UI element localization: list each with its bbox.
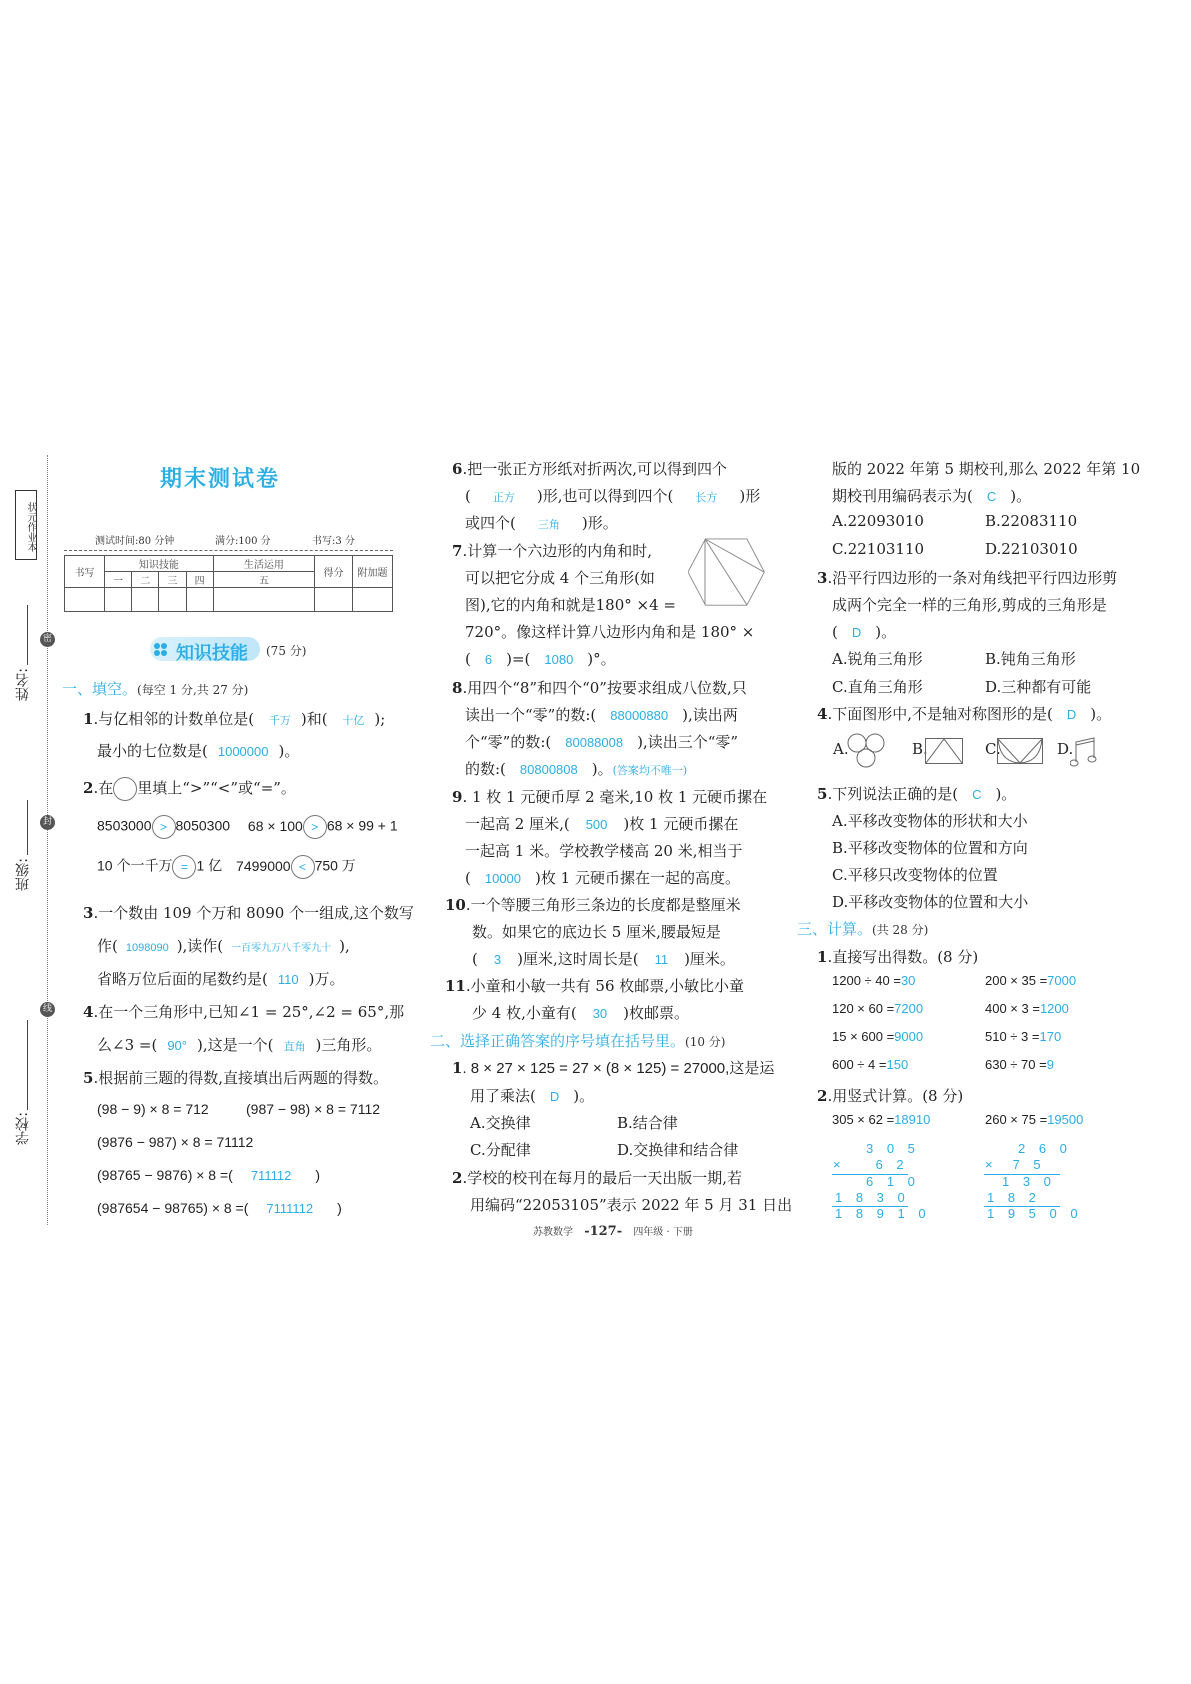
p2q4-option-c-label[interactable]: C. bbox=[985, 740, 1001, 758]
text: ),读出两 bbox=[682, 706, 738, 724]
answer: 1080 bbox=[544, 652, 574, 667]
q9-line4 bbox=[465, 867, 740, 888]
answer: 170 bbox=[1039, 1029, 1062, 1044]
score-cell[interactable] bbox=[353, 588, 393, 612]
p2q4-line1 bbox=[817, 703, 1111, 724]
answer: 9000 bbox=[894, 1029, 924, 1044]
text: 么∠3 =( bbox=[97, 1036, 158, 1054]
text: )枚 1 元硬币摞在一起的高度。 bbox=[535, 869, 740, 887]
text: )。 bbox=[573, 1087, 595, 1105]
vcalc2-row2 bbox=[985, 1157, 1046, 1172]
vcalc2-row4: 1 8 2 bbox=[987, 1190, 1041, 1205]
q-number: 5 bbox=[83, 1069, 94, 1087]
q3-line2 bbox=[97, 935, 350, 956]
text: (987654 − 98765) × 8 =( bbox=[97, 1200, 249, 1216]
text: )形,也可以得到四个( bbox=[536, 487, 674, 505]
text: )=( bbox=[506, 650, 531, 668]
oral-calc-7 bbox=[832, 1057, 908, 1072]
q9-line1 bbox=[452, 786, 767, 807]
rectangle-triangle-figure bbox=[925, 738, 965, 765]
q7-line1 bbox=[452, 540, 652, 561]
answer: 7200 bbox=[894, 1001, 924, 1016]
q7-line4: 720°。像这样计算八边形内角和是 180° × bbox=[465, 623, 755, 641]
q5-eq4 bbox=[97, 1167, 320, 1183]
q-number: 2 bbox=[83, 779, 94, 797]
text: .沿平行四边形的一条对角线把平行四边形剪 bbox=[827, 569, 1118, 587]
p2q1-option-c[interactable]: C.分配律 bbox=[470, 1141, 531, 1159]
col-writing: 书写 bbox=[65, 556, 105, 588]
q1-line1 bbox=[83, 708, 385, 729]
text: )形。 bbox=[581, 514, 618, 532]
p2q3-line2: 成两个完全一样的三角形,剪成的三角形是 bbox=[832, 596, 1107, 614]
p2q4-option-a-label[interactable]: A. bbox=[833, 740, 849, 758]
binding-dotted-line bbox=[47, 455, 48, 1225]
part2-heading bbox=[430, 1030, 725, 1051]
oral-calc-8 bbox=[985, 1057, 1054, 1072]
p2q1-line1 bbox=[452, 1057, 774, 1078]
p2q2-line1 bbox=[452, 1167, 742, 1188]
answer: D bbox=[1066, 707, 1077, 722]
part1-heading bbox=[62, 678, 248, 699]
class-line bbox=[27, 800, 28, 855]
full-score: 满分:100 分 bbox=[215, 536, 271, 547]
q-number: 5 bbox=[817, 785, 828, 803]
vcalc1-row5: 1 8 9 1 0 bbox=[835, 1206, 931, 1221]
q6-line2 bbox=[465, 485, 760, 506]
p2q5-option-a[interactable]: A.平移改变物体的形状和大小 bbox=[832, 812, 1028, 830]
text: 600 ÷ 4 = bbox=[832, 1057, 887, 1072]
text: 期校刊用编码表示为( bbox=[832, 487, 973, 505]
q-number: 4 bbox=[83, 1003, 94, 1021]
text: 10 个一千万 bbox=[97, 857, 173, 874]
text: 510 ÷ 3 = bbox=[985, 1029, 1040, 1044]
compare-circle[interactable]: = bbox=[172, 855, 196, 879]
p2q2-option-b[interactable]: B.22083110 bbox=[985, 512, 1078, 530]
page-number: -127- bbox=[584, 1224, 623, 1239]
q-number: 2 bbox=[817, 1087, 828, 1105]
times-icon: × bbox=[833, 1157, 841, 1172]
q2-row1 bbox=[97, 815, 398, 839]
brand-stamp: 状元作业本 bbox=[15, 490, 37, 560]
text: )形 bbox=[739, 487, 761, 505]
q9-line3: 一起高 1 米。学校教学楼高 20 米,相当于 bbox=[465, 842, 743, 860]
answer: D bbox=[851, 625, 862, 640]
answer: 7000 bbox=[1047, 973, 1077, 988]
q5-eq3: (9876 − 987) × 8 = 71112 bbox=[97, 1134, 254, 1150]
text: .在一个三角形中,已知∠1 = 25°,∠2 = 65°,那 bbox=[93, 1003, 405, 1021]
q10-line3 bbox=[472, 948, 735, 969]
q10-line1 bbox=[445, 894, 741, 915]
text: )枚邮票。 bbox=[623, 1004, 690, 1022]
answer: 7111112 bbox=[266, 1201, 314, 1216]
section-badge-label: 知识技能 bbox=[176, 643, 248, 664]
answer-note: (答案均不唯一) bbox=[612, 764, 688, 777]
q5-line1 bbox=[83, 1067, 388, 1088]
p2q1-option-a[interactable]: A.交换律 bbox=[470, 1114, 531, 1132]
col-score: 得分 bbox=[315, 556, 353, 588]
text: 8503000 bbox=[97, 817, 152, 834]
text: .一个等腰三角形三条边的长度都是整厘米 bbox=[465, 896, 741, 914]
clover-icon bbox=[154, 643, 168, 657]
oral-calc-1 bbox=[832, 973, 915, 988]
vcalc2-row5: 1 9 5 0 0 bbox=[987, 1206, 1083, 1221]
music-note-figure bbox=[1070, 736, 1100, 768]
answer: 110 bbox=[277, 972, 299, 987]
part3-note: (共 28 分) bbox=[872, 923, 929, 937]
q-number: 1 bbox=[83, 710, 94, 728]
p3q2-label bbox=[817, 1085, 963, 1106]
text: 305 × 62 = bbox=[832, 1112, 895, 1127]
writing-score: 书写:3 分 bbox=[312, 536, 355, 547]
q7-line5 bbox=[465, 648, 616, 669]
text: 120 × 60 = bbox=[832, 1001, 895, 1016]
score-cell[interactable] bbox=[65, 588, 105, 612]
p2q2-option-c[interactable]: C.22103110 bbox=[832, 540, 925, 558]
compare-circle[interactable]: > bbox=[152, 815, 176, 839]
text: )和( bbox=[300, 710, 328, 728]
seal-feng: 封 bbox=[40, 815, 55, 830]
answer: 80800808 bbox=[519, 762, 578, 777]
answer: 10000 bbox=[484, 871, 522, 886]
text: 15 × 600 = bbox=[832, 1029, 895, 1044]
footer-grade: 四年级 · 下册 bbox=[633, 1227, 693, 1238]
answer: 30 bbox=[900, 973, 916, 988]
col-extra: 附加题 bbox=[353, 556, 393, 588]
text: )万。 bbox=[308, 970, 345, 988]
answer: 千万 bbox=[268, 714, 291, 727]
text: 200 × 35 = bbox=[985, 973, 1048, 988]
answer: 150 bbox=[886, 1057, 909, 1072]
vcalc1-row3: 6 1 0 bbox=[866, 1174, 920, 1189]
text: )。 bbox=[1090, 705, 1112, 723]
text: 一起高 2 厘米,( bbox=[465, 815, 570, 833]
q2-row2 bbox=[97, 855, 356, 879]
answer: 1200 bbox=[1039, 1001, 1069, 1016]
oral-calc-4 bbox=[985, 1001, 1069, 1016]
answer: 500 bbox=[585, 817, 608, 832]
part3-heading bbox=[797, 918, 928, 939]
q7-line3: 图),它的内角和就是180° ×4 = bbox=[465, 596, 676, 614]
text: .计算一个六边形的内角和时, bbox=[462, 542, 652, 560]
q-number: 10 bbox=[445, 896, 466, 914]
text: )三角形。 bbox=[315, 1036, 382, 1054]
answer: 长方 bbox=[695, 491, 718, 504]
p2q3-line3 bbox=[832, 621, 896, 642]
name-line bbox=[27, 605, 28, 665]
text: .用竖式计算。(8 分) bbox=[827, 1087, 964, 1105]
text: )。 bbox=[875, 623, 897, 641]
p2q4-option-d-label[interactable]: D. bbox=[1057, 740, 1074, 758]
answer: 三角 bbox=[537, 518, 560, 531]
part2-note: (10 分) bbox=[685, 1035, 726, 1049]
answer: 90° bbox=[167, 1038, 187, 1053]
answer: C bbox=[972, 787, 982, 802]
text: 400 × 3 = bbox=[985, 1001, 1040, 1016]
p2q2-line4 bbox=[832, 485, 1031, 506]
text: 1 亿 bbox=[196, 857, 223, 874]
vcalc2-row3: 1 3 0 bbox=[1002, 1174, 1056, 1189]
q4-line2 bbox=[97, 1034, 381, 1055]
text: ( bbox=[832, 623, 838, 641]
school-field-label: 学校: bbox=[15, 1112, 31, 1145]
q1-line2 bbox=[97, 740, 299, 761]
text: 7499000 bbox=[236, 857, 291, 874]
score-table bbox=[64, 555, 393, 612]
answer: D bbox=[549, 1089, 560, 1104]
answer: 711112 bbox=[250, 1168, 292, 1183]
sub-col-2: 二 bbox=[132, 572, 159, 588]
times-icon: × bbox=[985, 1157, 993, 1172]
score-cell[interactable] bbox=[105, 588, 132, 612]
part1-title: 一、填空。 bbox=[62, 680, 138, 698]
text: ),读出三个“零” bbox=[637, 733, 739, 751]
text: ), bbox=[339, 937, 350, 955]
q6-line1 bbox=[452, 458, 727, 479]
text: 用了乘法( bbox=[470, 1087, 536, 1105]
q-number: 6 bbox=[452, 460, 463, 478]
text: ) bbox=[315, 1167, 320, 1183]
q6-line3 bbox=[465, 512, 618, 533]
p2q3-option-c[interactable]: C.直角三角形 bbox=[832, 678, 923, 696]
p2q3-option-b[interactable]: B.钝角三角形 bbox=[985, 650, 1076, 668]
oral-calc-6 bbox=[985, 1029, 1061, 1044]
answer: 6 bbox=[484, 652, 493, 667]
q10-line2: 数。如果它的底边长 5 厘米,腰最短是 bbox=[472, 923, 721, 941]
group-life: 生活运用 bbox=[213, 556, 314, 572]
answer: 十亿 bbox=[342, 714, 365, 727]
answer: 18910 bbox=[894, 1112, 931, 1127]
answer: 30 bbox=[592, 1006, 608, 1021]
q-number: 1 bbox=[817, 948, 828, 966]
p2q3-line1 bbox=[817, 567, 1117, 588]
score-cell[interactable] bbox=[132, 588, 159, 612]
text: 里填上“>”“<”或“=”。 bbox=[137, 779, 296, 797]
q3-line1 bbox=[83, 902, 414, 923]
p2q2-option-d[interactable]: D.22103010 bbox=[985, 540, 1078, 558]
answer: 1098090 bbox=[125, 942, 169, 954]
text: ),读作( bbox=[176, 937, 224, 955]
seal-mi: 密 bbox=[40, 632, 55, 647]
text: )。 bbox=[1010, 487, 1032, 505]
test-time: 测试时间:80 分钟 bbox=[95, 536, 175, 547]
group-knowledge: 知识技能 bbox=[105, 556, 214, 572]
answer: 11 bbox=[654, 952, 669, 967]
text: . 1 枚 1 元硬币厚 2 毫米,10 枚 1 元硬币摞在 bbox=[462, 788, 768, 806]
text: 作( bbox=[97, 937, 118, 955]
text: 个“零”的数:( bbox=[465, 733, 552, 751]
text: )厘米,这时周长是( bbox=[517, 950, 639, 968]
q5-eq2: (987 − 98) × 8 = 7112 bbox=[246, 1101, 381, 1117]
p2q3-option-a[interactable]: A.锐角三角形 bbox=[832, 650, 923, 668]
text: ( bbox=[472, 950, 478, 968]
oral-calc-5 bbox=[832, 1029, 923, 1044]
text: )。 bbox=[591, 760, 613, 778]
p2q3-option-d[interactable]: D.三种都有可能 bbox=[985, 678, 1092, 696]
p2q2-line2: 用编码“22053105”表示 2022 年 5 月 31 日出 bbox=[470, 1196, 793, 1214]
text: 750 万 bbox=[314, 857, 356, 874]
compare-circle[interactable]: > bbox=[303, 815, 327, 839]
answer: 9 bbox=[1046, 1057, 1054, 1072]
q-number: 4 bbox=[817, 705, 828, 723]
text: )。 bbox=[278, 742, 300, 760]
text: .用四个“8”和四个“0”按要求组成八位数,只 bbox=[462, 679, 747, 697]
q5-eq1: (98 − 9) × 8 = 712 bbox=[97, 1101, 209, 1117]
q-number: 11 bbox=[445, 977, 466, 995]
q11-line1 bbox=[445, 975, 744, 996]
section-badge-points: (75 分) bbox=[266, 644, 307, 658]
text: 8050300 bbox=[175, 817, 231, 834]
q-number: 1 bbox=[452, 1059, 463, 1077]
q8-line2 bbox=[465, 704, 738, 725]
text: )厘米。 bbox=[684, 950, 735, 968]
p3q1-label bbox=[817, 946, 978, 967]
q-number: 3 bbox=[83, 904, 94, 922]
text: ( bbox=[465, 487, 471, 505]
answer: 88000880 bbox=[610, 708, 669, 723]
answer: 19500 bbox=[1047, 1112, 1084, 1127]
oral-calc-3 bbox=[832, 1001, 923, 1016]
answer: C bbox=[986, 489, 997, 504]
answer: 3 bbox=[493, 952, 502, 967]
oral-calc-2 bbox=[985, 973, 1076, 988]
q3-line3 bbox=[97, 968, 344, 989]
q2-line1 bbox=[83, 777, 296, 801]
q5-eq5 bbox=[97, 1200, 342, 1216]
text: .小童和小敏一共有 56 枚邮票,小敏比小童 bbox=[465, 977, 745, 995]
text: 的数:( bbox=[465, 760, 506, 778]
text: 7 5 bbox=[1012, 1157, 1046, 1172]
score-cell[interactable] bbox=[159, 588, 186, 612]
text: .学校的校刊在每月的最后一天出版一期,若 bbox=[462, 1169, 742, 1187]
sub-col-3: 三 bbox=[159, 572, 186, 588]
hexagon-figure bbox=[688, 538, 768, 608]
name-field-label: 姓名: bbox=[15, 668, 31, 701]
answer: 80088008 bbox=[565, 735, 624, 750]
part2-title: 二、选择正确答案的序号填在括号里。 bbox=[430, 1032, 686, 1050]
q9-line2 bbox=[465, 813, 738, 834]
q4-line1 bbox=[83, 1001, 404, 1022]
sub-col-4: 四 bbox=[186, 572, 213, 588]
page-footer bbox=[533, 1223, 693, 1239]
school-line bbox=[27, 1020, 28, 1110]
rectangle-arcs-figure bbox=[997, 738, 1045, 765]
text: 68 × 99 + 1 bbox=[326, 817, 398, 834]
text: ) bbox=[337, 1200, 342, 1216]
answer: 1000000 bbox=[217, 744, 269, 759]
text: .在 bbox=[93, 779, 114, 797]
text: 6 2 bbox=[875, 1157, 909, 1172]
text: .下面图形中,不是轴对称图形的是( bbox=[827, 705, 1053, 723]
vcalc2-row1: 2 6 0 bbox=[1018, 1141, 1072, 1156]
text: .把一张正方形纸对折两次,可以得到四个 bbox=[462, 460, 727, 478]
text: .与亿相邻的计数单位是( bbox=[93, 710, 255, 728]
q-number: 8 bbox=[452, 679, 463, 697]
p2q5-option-b[interactable]: B.平移改变物体的位置和方向 bbox=[832, 839, 1028, 857]
text: ); bbox=[374, 710, 386, 728]
score-cell[interactable] bbox=[213, 588, 314, 612]
p2q5-option-d[interactable]: D.平移改变物体的位置和大小 bbox=[832, 893, 1029, 911]
score-cell[interactable] bbox=[315, 588, 353, 612]
three-circles-figure bbox=[846, 733, 886, 769]
text: )枚 1 元硬币摞在 bbox=[623, 815, 739, 833]
text: 630 ÷ 70 = bbox=[985, 1057, 1047, 1072]
p2q1-option-d[interactable]: D.交换律和结合律 bbox=[617, 1141, 739, 1159]
text: 1200 ÷ 40 = bbox=[832, 973, 901, 988]
text: 读出一个“零”的数:( bbox=[465, 706, 597, 724]
text: 最小的七位数是( bbox=[97, 742, 208, 760]
class-field-label: 班级: bbox=[15, 858, 31, 891]
text: )。 bbox=[995, 785, 1017, 803]
p2q1-line2 bbox=[470, 1085, 594, 1106]
seal-xian: 线 bbox=[40, 1002, 55, 1017]
p2q1-option-b[interactable]: B.结合律 bbox=[617, 1114, 678, 1132]
footer-subject: 苏教数学 bbox=[533, 1227, 573, 1238]
text: .一个数由 109 个万和 8090 个一组成,这个数写 bbox=[93, 904, 414, 922]
text: ( bbox=[465, 650, 471, 668]
empty-circle bbox=[113, 777, 137, 801]
q8-line4 bbox=[465, 758, 687, 779]
q-number: 3 bbox=[817, 569, 828, 587]
text: . 8 × 27 × 125 = 27 × (8 × 125) = 27000,这是运 bbox=[462, 1060, 775, 1077]
header-divider bbox=[64, 550, 393, 551]
p2q2-option-a[interactable]: A.22093010 bbox=[832, 512, 924, 530]
p2q5-option-c[interactable]: C.平移只改变物体的位置 bbox=[832, 866, 998, 884]
part3-title: 三、计算。 bbox=[797, 920, 873, 938]
q8-line3 bbox=[465, 731, 738, 752]
page-title: 期末测试卷 bbox=[160, 466, 281, 492]
text: 省略万位后面的尾数约是( bbox=[97, 970, 268, 988]
p2q2-line3: 版的 2022 年第 5 期校刊,那么 2022 年第 10 bbox=[832, 460, 1141, 478]
q11-line2 bbox=[472, 1002, 689, 1023]
part1-note: (每空 1 分,共 27 分) bbox=[137, 683, 249, 697]
answer: 一百零九万八千零九十 bbox=[231, 943, 332, 954]
sub-col-1: 一 bbox=[105, 572, 132, 588]
column-calc-1-expr bbox=[832, 1112, 930, 1127]
text: )°。 bbox=[587, 650, 616, 668]
text: .根据前三题的得数,直接填出后两题的得数。 bbox=[93, 1069, 388, 1087]
text: .下列说法正确的是( bbox=[827, 785, 959, 803]
answer: 直角 bbox=[283, 1040, 306, 1053]
text: 或四个( bbox=[465, 514, 516, 532]
p2q4-option-b-label[interactable]: B. bbox=[912, 740, 928, 758]
vcalc1-row2 bbox=[833, 1157, 909, 1172]
q8-line1 bbox=[452, 677, 747, 698]
vcalc1-row4: 1 8 3 0 bbox=[835, 1190, 910, 1205]
text: (98765 − 9876) × 8 =( bbox=[97, 1167, 233, 1183]
p2q5-line1 bbox=[817, 783, 1016, 804]
text: 260 × 75 = bbox=[985, 1112, 1048, 1127]
text: .直接写出得数。(8 分) bbox=[827, 948, 979, 966]
answer: 正方 bbox=[492, 491, 515, 504]
text: ),这是一个( bbox=[196, 1036, 274, 1054]
q-number: 7 bbox=[452, 542, 463, 560]
compare-circle[interactable]: < bbox=[291, 855, 315, 879]
sub-col-5: 五 bbox=[213, 572, 314, 588]
text: 少 4 枚,小童有( bbox=[472, 1004, 577, 1022]
text: 68 × 100 bbox=[247, 817, 303, 834]
vcalc1-row1: 3 0 5 bbox=[866, 1141, 920, 1156]
column-calc-2-expr bbox=[985, 1112, 1083, 1127]
text: ( bbox=[465, 869, 471, 887]
q-number: 2 bbox=[452, 1169, 463, 1187]
q-number: 9 bbox=[452, 788, 463, 806]
q7-line2: 可以把它分成 4 个三角形(如 bbox=[465, 569, 655, 587]
score-cell[interactable] bbox=[186, 588, 213, 612]
